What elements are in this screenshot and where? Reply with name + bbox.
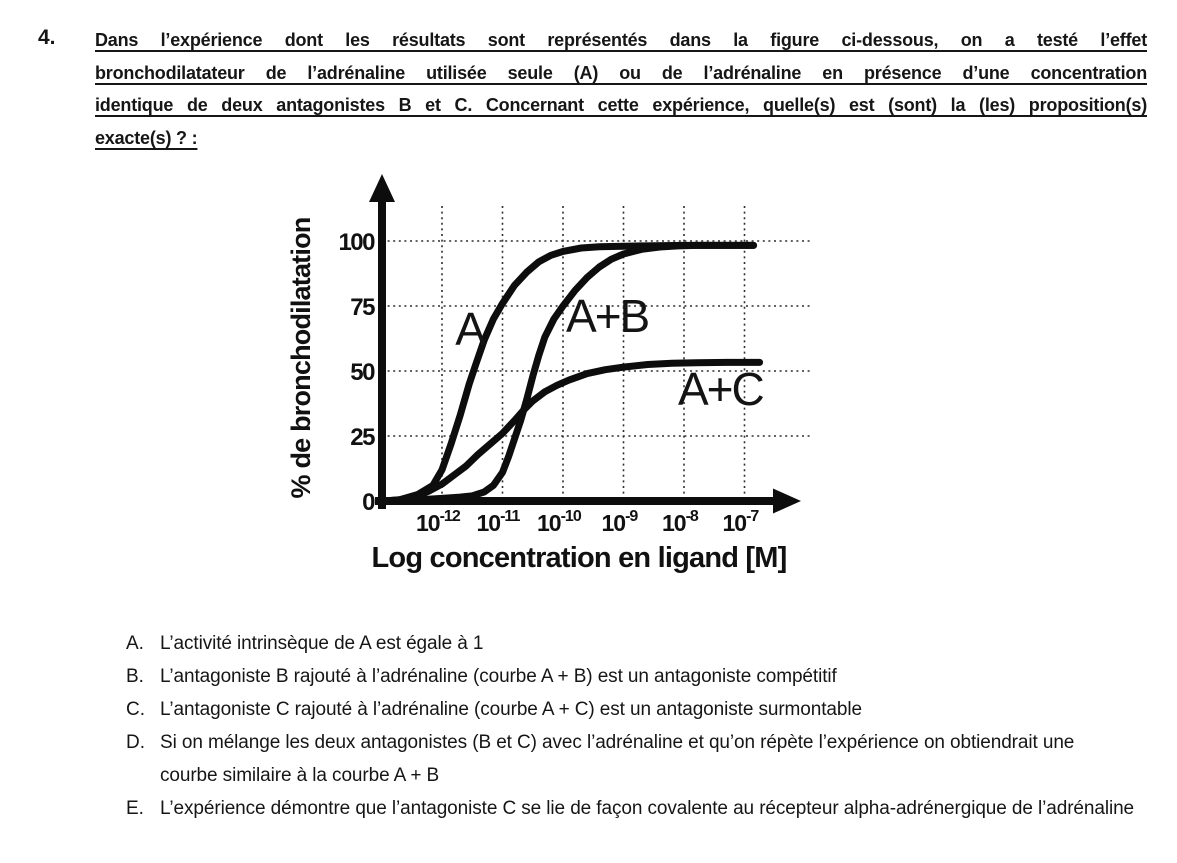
question-line: exacte(s) ? : xyxy=(95,127,198,148)
y-tick-label: 0 xyxy=(362,489,374,516)
x-tick-label: $10^{-11}$ xyxy=(476,508,520,536)
curve-label-A: A xyxy=(455,303,484,355)
option-text: L’expérience démontre que l’antagoniste C se lie de façon covalente au récepteur alpha-adrénergique de l’adrénaline xyxy=(160,798,1135,819)
options-list xyxy=(126,627,1135,825)
y-tick-label: 25 xyxy=(350,424,374,451)
option-row xyxy=(126,660,1135,693)
option-row xyxy=(126,627,1135,660)
x-tick-label: $10^{-10}$ xyxy=(537,508,581,536)
curve-label-AplusC: A+C xyxy=(677,362,763,415)
x-axis-title: Log concentration en ligand [M] xyxy=(371,542,787,574)
option-row xyxy=(126,693,1135,726)
option-text: Si on mélange les deux antagonistes (B et C) avec l’adrénaline et qu’on répète l’expérience on obtiendrait une courbe similaire à la courbe A + B xyxy=(160,732,1075,786)
curve-label-AplusB: A+B xyxy=(566,290,649,342)
y-tick-label: 75 xyxy=(350,294,374,321)
x-tick-label: $10^{-7}$ xyxy=(722,508,759,536)
option-text: L’antagoniste C rajouté à l’adrénaline (courbe A + C) est un antagoniste surmontable xyxy=(160,699,862,720)
y-tick-label: 100 xyxy=(338,229,374,256)
option-row xyxy=(126,792,1135,825)
x-tick-label: $10^{-12}$ xyxy=(416,508,460,536)
y-tick-label: 50 xyxy=(350,359,374,386)
question-line: Dans l’expérience dont les résultats sont représentés dans la figure ci-dessous, on a testé l’effet xyxy=(95,30,1147,50)
question-text xyxy=(95,24,1147,154)
y-axis-arrow-icon xyxy=(369,174,395,202)
option-letter: C. xyxy=(126,699,145,720)
option-text: L’antagoniste B rajouté à l’adrénaline (courbe A + B) est un antagoniste compétitif xyxy=(160,666,837,687)
question-line: identique de deux antagonistes B et C. Concernant cette expérience, quelle(s) est (sont) la (les) proposition(s) xyxy=(95,95,1147,116)
option-letter: B. xyxy=(126,666,144,687)
option-letter: A. xyxy=(126,633,144,654)
question-line: bronchodilatateur de l’adrénaline utilisée seule (A) ou de l’adrénaline en présence d’une concentration xyxy=(95,62,1147,83)
y-axis-title: % de bronchodilatation xyxy=(286,217,316,499)
option-letter: D. xyxy=(126,732,145,753)
x-axis-arrow-icon xyxy=(773,489,801,514)
x-tick-label: $10^{-9}$ xyxy=(601,508,638,536)
dose-response-figure xyxy=(280,168,828,602)
x-tick-label: $10^{-8}$ xyxy=(662,508,698,536)
option-letter: E. xyxy=(126,798,144,819)
figure-svg xyxy=(280,168,828,602)
option-text: L’activité intrinsèque de A est égale à 1 xyxy=(160,633,484,654)
option-row xyxy=(126,726,1135,792)
question-number: 4. xyxy=(38,26,56,49)
